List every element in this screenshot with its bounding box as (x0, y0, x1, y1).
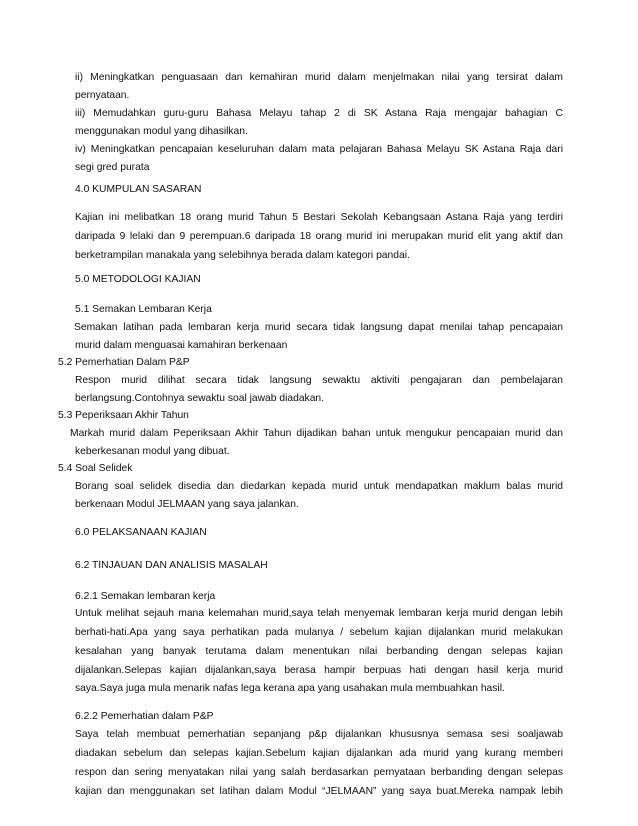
section-6-2-2-title: 6.2.2 Pemerhatian dalam P&P (75, 711, 214, 722)
section-4-heading: 4.0 KUMPULAN SASARAN (75, 184, 202, 195)
section-5-4-title: 5.4 Soal Selidek (58, 463, 133, 474)
section-5-2-title: 5.2 Pemerhatian Dalam P&P (58, 357, 190, 368)
section-6-heading: 6.0 PELAKSANAAN KAJIAN (75, 527, 207, 538)
section-5-4-line: berkenaan Modul JELMAAN yang saya jalankan. (75, 499, 299, 510)
section-6-2-1-line: Untuk melihat sejauh mana kelemahan murid,saya telah menyemak lembaran kerja murid dengan lebih (75, 608, 563, 619)
section-6-2-1-line: dijalankan.Selepas kajian dijalankan,saya berasa hampir berpuas hati dengan hasil kerja murid (75, 665, 563, 676)
objective-iii-line: iii) Memudahkan guru-guru Bahasa Melayu tahap 2 di SK Astana Raja mengajar bahagian C (75, 108, 563, 119)
section-5-2-line: Respon murid dilihat secara tidak langsung sewaktu aktiviti pengajaran dan pembelajaran (75, 375, 563, 386)
section-6-2-1-line: berhati-hati.Apa yang saya perhatikan pada mulanya / sebelum kajian dijalankan murid melakukan (75, 627, 563, 638)
section-5-2-line: berlangsung.Contohnya sewaktu soal jawab diadakan. (75, 393, 325, 404)
section-5-3-line: keberkesanan modul yang dibuat. (75, 446, 230, 457)
section-4-line: daripada 9 lelaki dan 9 perempuan.6 daripada 18 orang murid ini merupakan murid elit yang aktif dan (75, 231, 563, 242)
section-6-2-2-line: kajian dan menggunakan set latihan dalam Modul “JELMAAN” yang saya buat.Mereka nampak lebih (75, 786, 563, 797)
section-5-1-line: murid dalam menguasai kamahiran berkenaan (75, 340, 288, 351)
section-5-heading: 5.0 METODOLOGI KAJIAN (75, 274, 201, 285)
objective-iv-cont: segi gred purata (75, 162, 150, 173)
section-5-1-title: 5.1 Semakan Lembaran Kerja (75, 304, 212, 315)
section-6-2-2-line: Saya telah membuat pemerhatian sepanjang p&p dijalankan khususnya semasa sesi soaljawab (75, 729, 563, 740)
section-6-2-1-title: 6.2.1 Semakan lembaran kerja (75, 591, 216, 602)
section-5-4-line: Borang soal selidek disedia dan diedarkan kepada murid untuk mendapatkan maklum balas murid (75, 481, 563, 492)
section-5-3-line: Markah murid dalam Peperiksaan Akhir Tahun dijadikan bahan untuk mengukur pencapaian murid dan (70, 428, 563, 439)
section-4-line: Kajian ini melibatkan 18 orang murid Tahun 5 Bestari Sekolah Kebangsaan Astana Raja yang terdiri (75, 212, 563, 223)
section-5-3-title: 5.3 Peperiksaan Akhir Tahun (58, 410, 189, 421)
objective-ii-line: ii) Meningkatkan penguasaan dan kemahiran murid dalam menjelmakan nilai yang tersirat dalam (75, 72, 563, 83)
objective-ii-cont: pernyataan. (75, 90, 130, 101)
section-4-line: berketrampilan manakala yang selebihnya berada dalam kategori pandai. (75, 250, 410, 261)
section-6-2-1-line: saya.Saya juga mula menarik nafas lega kerana apa yang usahakan mula membuahkan hasil. (75, 683, 505, 694)
section-5-1-line: Semakan latihan pada lembaran kerja murid secara tidak langsung dapat menilai tahap pencapaian (74, 322, 563, 333)
section-6-2-1-line: kesalahan yang banyak terutama dalam menentukan nilai berbanding dengan selepas kajian (75, 646, 563, 657)
section-6-2-heading: 6.2 TINJAUAN DAN ANALISIS MASALAH (75, 560, 268, 571)
section-6-2-2-line: respon dan sering menyatakan nilai yang salah berdasarkan pernyataan berbanding dengan selepas (75, 767, 563, 778)
objective-iii-cont: menggunakan modul yang dihasilkan. (75, 126, 248, 137)
objective-iv-line: iv) Meningkatkan pencapaian keseluruhan dalam mata pelajaran Bahasa Melayu SK Astana Raja dari (75, 144, 563, 155)
section-6-2-2-line: diadakan sebelum dan selepas kajian.Sebelum kajian dijalankan ada murid yang kurang memberi (75, 748, 563, 759)
